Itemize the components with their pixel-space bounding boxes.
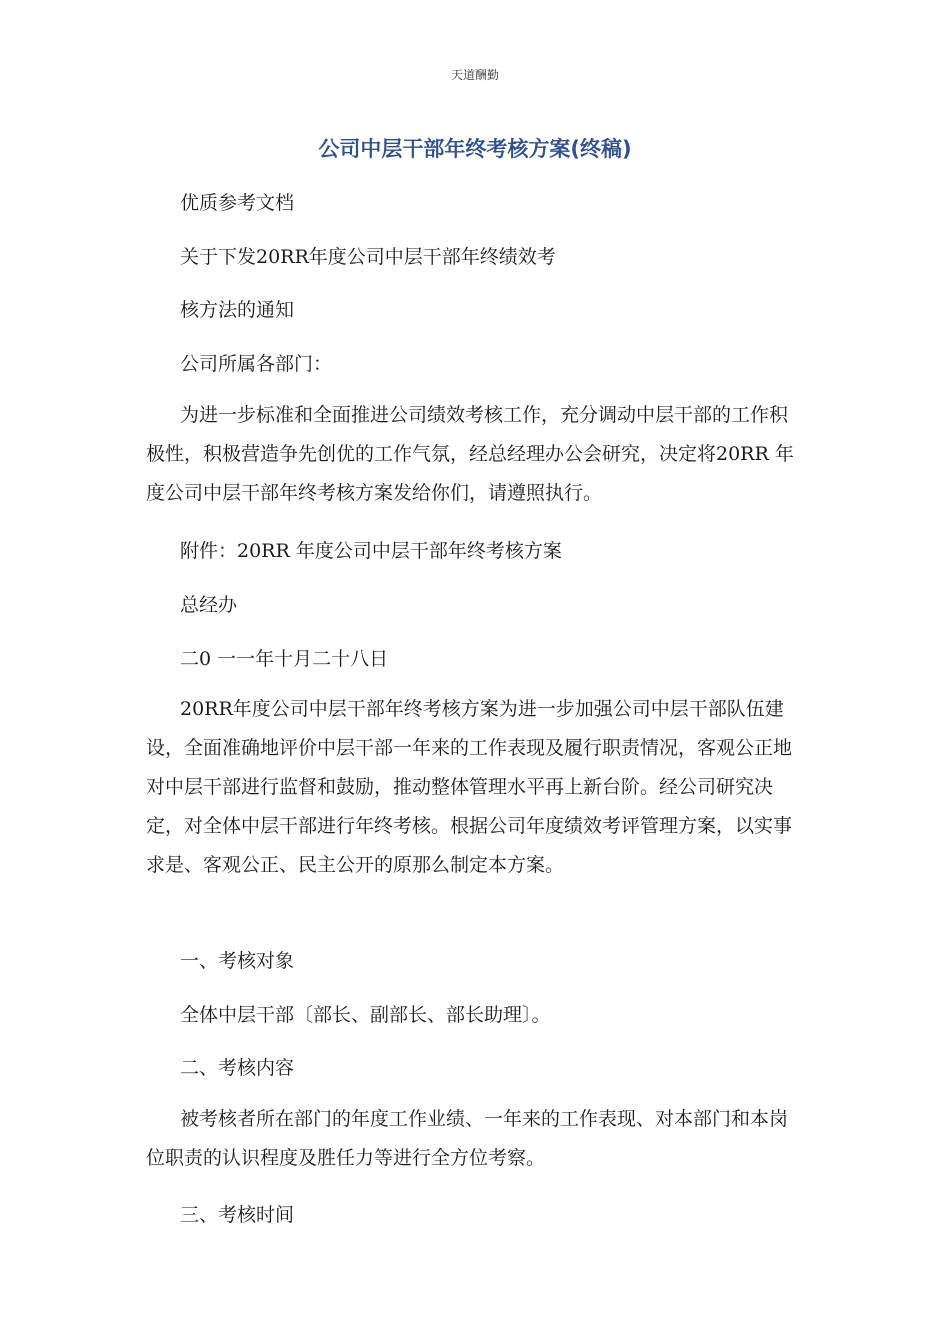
section3-heading: 三、考核时间: [180, 1204, 295, 1226]
section1-heading: 一、考核对象: [180, 950, 295, 972]
date: 二0 一一年十月二十八日: [180, 648, 389, 670]
subtitle: 优质参考文档: [180, 192, 295, 214]
notice-title-line1: 关于下发20RR年度公司中层干部年终绩效考: [180, 246, 556, 268]
section2-heading: 二、考核内容: [180, 1057, 295, 1079]
page-header: 天道酬勤: [450, 68, 499, 82]
intro-paragraph: 为进一步标准和全面推进公司绩效考核工作，充分调动中层干部的工作积极性，积极营造争先创优的工作气氛，经总经理办公会研究，决定将20RR 年度公司中层干部年终考核方案发给你们，请遵照执行。: [146, 404, 794, 504]
sender: 总经办: [180, 594, 238, 616]
section2-body: 被考核者所在部门的年度工作业绩、一年来的工作表现、对本部门和本岗位职责的认识程度及胜任力等进行全方位考察。: [146, 1108, 789, 1169]
section1-body: 全体中层干部〔部长、副部长、部长助理〕。: [180, 1004, 551, 1026]
attachment-line: 附件：20RR 年度公司中层干部年终考核方案: [180, 540, 562, 562]
plan-paragraph: 20RR年度公司中层干部年终考核方案为进一步加强公司中层干部队伍建设，全面准确地评价中层干部一年来的工作表现及履行职责情况，客观公正地对中层干部进行监督和鼓励，推动整体管理水平再上新台阶。经公司研究决定，对全体中层干部进行年终考核。根据公司年度绩效考评管理方案，以实事求是、客观公正、民主公开的原那么制定本方案。: [146, 698, 793, 876]
notice-title-line2: 核方法的通知: [180, 299, 295, 321]
document-title: 公司中层干部年终考核方案(终稿): [318, 137, 632, 161]
salutation: 公司所属各部门：: [180, 353, 333, 375]
